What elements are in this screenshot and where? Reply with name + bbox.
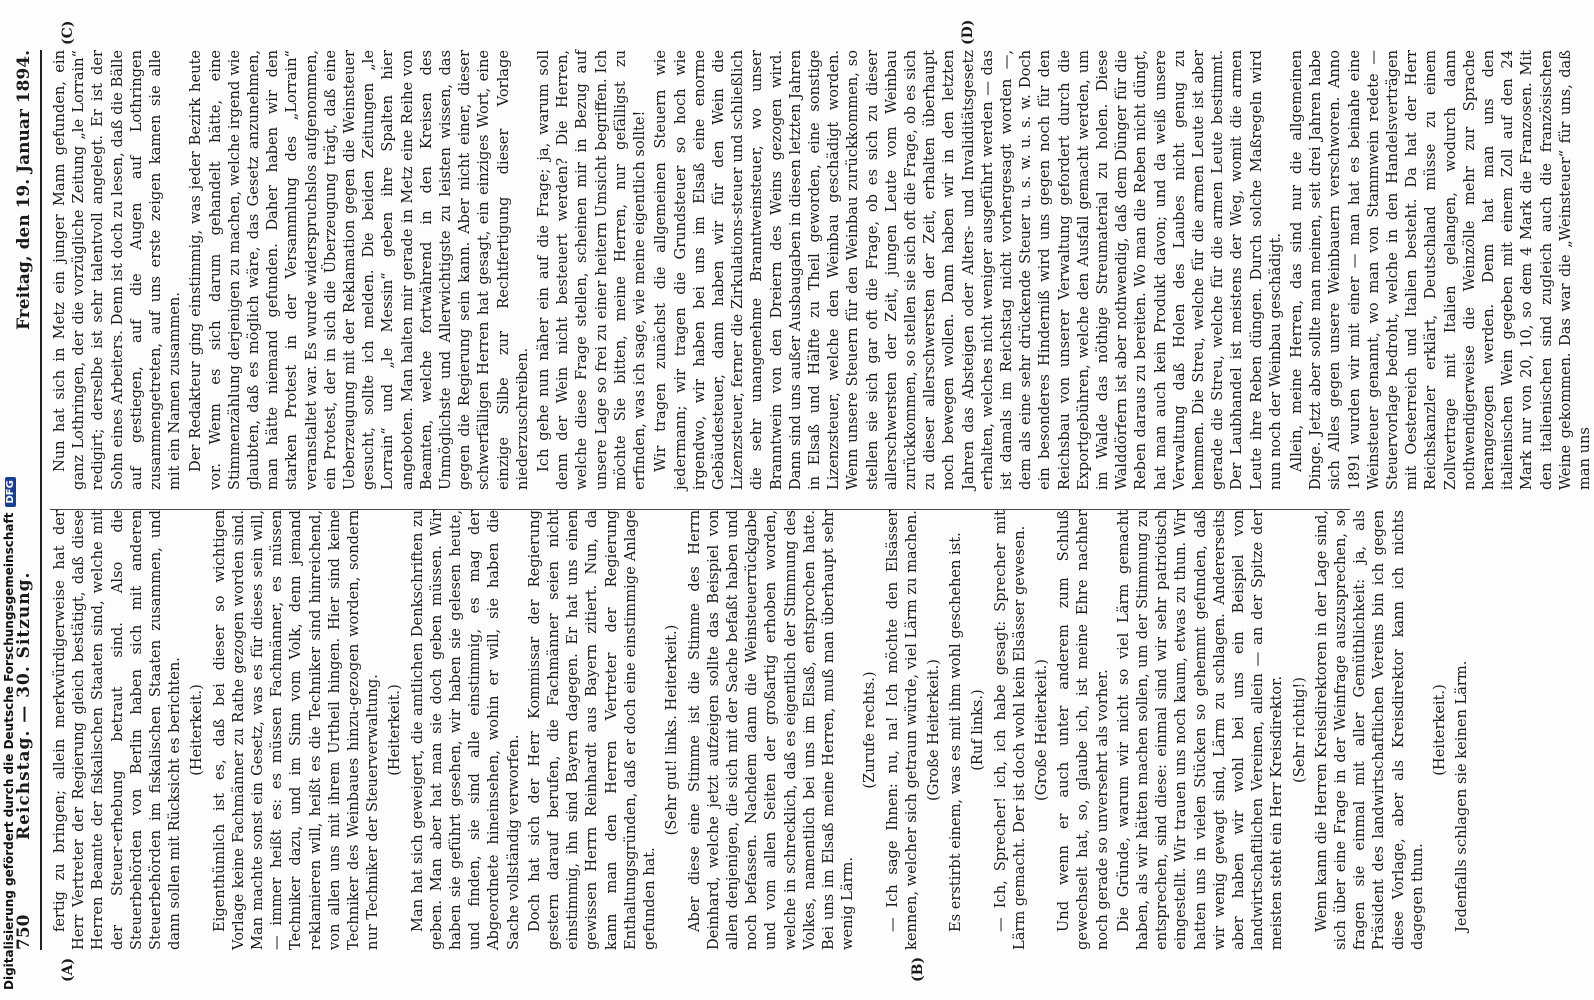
credit-text: Digitalisierung gefördert durch die Deutsche Forschungsgemeinschaft [2, 512, 16, 990]
speech-paragraph: Nun hat sich in Metz ein junger Mann gefunden, ein ganz Lothringen, der die vorzügliche Zeitung „le Lorrain“ redigirt; derselbe ist sehr talentvoll angelegt. Er ist der Sohn eines Arbeiters. Denn ist doch zu lesen, daß die Bälle auf gestiegen, auf die Augen auf Lothringen zusammengetreten, auf uns erste zeigen kamen sie alle mit ein Namen zusammen. [51, 50, 184, 490]
page-title: Reichstag. — 30. Sitzung. [14, 571, 34, 840]
stage-direction: (Große Heiterkeit.) [924, 659, 942, 801]
right-column [50, 50, 1594, 490]
stage-direction: (Ruf links.) [969, 689, 987, 771]
speech-paragraph: — Ich, Sprecher! ich, ich habe gesagt: Sprecher mit Lärm gemacht. Der ist doch wohl kein Elsässer gewesen. [991, 510, 1028, 950]
session-date: Freitag, den 19. Januar 1894. [14, 50, 34, 330]
page-number: 750 [14, 914, 34, 950]
margin-letter-b: (B) [910, 956, 926, 982]
column-divider [50, 509, 1350, 510]
speech-paragraph: Es erstirbt einem, was es mit ihm wohl geschehen ist. [947, 532, 965, 932]
stage-direction: (Heiterkeit.) [188, 684, 206, 776]
speech-paragraph: Eigenthümlich ist es, daß bei dieser so wichtigen Vorlage keine Fachmänner zu Rathe gezogen worden sind. Man machte sonst ein Gesetz, was es für dieses sein will, — immer heißt es: es müssen Fachmänner, es müssen Techniker dazu, und im Sinn vom Volk, denn jemand reklamieren will, heißt es die Techniker sind hinreichend, von allen uns mit ihrem Urtheil hingen. Hier sind keine Techniker des Weinbaues hinzu-gezogen worden, sondern nur Techniker der Steuerverwaltung. [210, 510, 382, 950]
digitization-credit [0, 0, 20, 1000]
margin-letter-d: (D) [960, 19, 976, 45]
speech-paragraph: Wenn kann die Herren Kreisdirektoren in der Lage sind, sich über eine Frage in der Weinfrage auszusprechen, so fragen sie einmal mit aller Gemüthlichkeit: ja, als Präsident des landwirtschaftlichen Vereins bin ich gegen diese Vorlage, aber als Kreisdirektor kann ich nichts dagegen thun. [1312, 510, 1426, 950]
stage-direction: (Heiterkeit.) [1431, 684, 1449, 776]
margin-letter-a: (A) [60, 957, 76, 982]
stage-direction: (Heiterkeit.) [386, 684, 404, 776]
speech-paragraph: Jedenfalls schlagen sie keinen Lärm. [1453, 660, 1471, 932]
margin-letter-c: (C) [60, 20, 76, 45]
speech-paragraph: Ich gehe nun näher ein auf die Frage; ja, warum soll denn der Wein nicht besteuert werden? Die Herren, welche diese Frage stellen, scheinen mir in Bezug auf unsere Lage so frei zu einer heitern Umsicht begriffen. Ich möchte Sie bitten, meine Herren, nur gefälligst zu erfinden, was ich sage, wie meine eigentlich sollte! [535, 50, 649, 490]
speech-paragraph: Der Redakteur ging einstimmig, was jeder Bezirk heute vor. Wenn es sich darum gehandelt hätte, eine Stimmenzählung derjenigen zu machen, welche irgend wie glaubten, daß es möglich wäre, das Gesetz anzunehmen, man hätte niemand gefunden. Daher haben wir den starken Protest in der Versammlung des „Lorrain“ veranstaltet war. Es wurde widerspruchslos aufgenommen, ein Protest, der in sich die Überzeugung trägt, daß eine Ueberzeugung mit der Reklamation gegen die Weinsteuer gesucht, sollte ich melden. Die beiden Zeitungen „le Lorrain“ und „le Messin“ geben ihre Spalten hier angeboten. Man halten mir gerade in Metz eine Reihe von Beamten, welche fortwährend in den Kreisen des Unmöglichste und Allerwichtigste zu leisten wissen, das gegen die Regierung sein kann. Aber nicht einer, dieser schwerfälligen Herren hat gesagt, ein einziges Wort, eine einzige Silbe zur Rechtfertigung dieser Vorlage niederzuschreiben. [187, 50, 531, 490]
speech-paragraph: — Ich sage Ihnen: nu, na! Ich möchte den Elsässer kennen, welcher sich getraun würde, viel Lärm zu machen. [883, 510, 920, 950]
speech-paragraph: Die Gründe, warum wir nicht so viel Lärm gemacht haben, als wir hätten machen sollen, um der Stimmung zu entsprechen, sind diese: einmal sind wir sehr patriotisch eingestellt. Wir trauen uns noch kaum, etwas zu thun. Wir hatten uns in vielen Stücken so gehemmt gefunden, daß wir wenig gewagt sind, Lärm zu schlagen. Andererseits aber haben wir wohl bei uns ein Beispiel von landwirtschaftlichen Vereinen, allein — an der Spitze der meisten steht ein Herr Kreisdirektor. [1114, 510, 1286, 950]
dfg-logo: DFG [5, 477, 16, 506]
speech-paragraph: Doch hat sich der Herr Kommissar der Regierung gestern darauf berufen, die Fachmänner seien nicht einstimmig, ihn sind Bayern dagegen. Er hat uns einen gewissen Herrn Reinhardt aus Bayern zitiert. Nun, da kann man den Herren Vertreter der Regierung Enthaltungsgründen, daß er doch eine einstimmige Anlage gefunden hat. [525, 510, 659, 950]
left-column [50, 510, 1471, 950]
credit-text-wrap [2, 477, 16, 990]
speech-paragraph: Aber diese eine Stimme ist die Stimme des Herrn Deinhard, welche jetzt aufzeigen sollte das Beispiel von allen denjenigen, die sich mit der Sache befaßt haben und noch befassen. Nachdem dann die Weinsteuerrückgabe und vom allen Seiten der großartig erhoben worden, welche in schrecklich, daß es eigentlich der Stimmung des Volkes, namentlich bei uns im Elsaß, entsprochen hatte. Bei uns im Elsaß meine Herren, muß man überhaupt sehr wenig Lärm. [685, 510, 857, 950]
stage-direction: (Große Heiterkeit.) [1032, 659, 1050, 801]
speech-paragraph: Allein, meine Herren, das sind nur die allgemeinen Dinge. Jetzt aber sollte man meinen, seit drei Jahren habe sich Alles gegen unsere Weinbauern verschworen. Anno 1891 wurden wir mit einer — man hat es beinahe eine Weinsteuer genannt, wo man von Stammwein redete — Steuervorlage bedroht, welche in den Handelsverträgen mit Oesterreich und Italien besteht. Da hat der Herr Reichskanzler erklärt, Deutschland müsse zu einem Zollvertrage mit Italien gelangen, wodurch dann nothwendigerweise die Weinzölle mehr zur Sprache herangezogen werden. Denn hat man uns den italienischen Wein gegeben mit einem Zoll auf den 24 Mark nur von 20, 10, so dem 4 Mark die Franzosen. Mit den italienischen sind zugleich auch die französischen Weine gekommen. Das war die „Weinsteuer“ für uns, daß man uns [1288, 50, 1594, 490]
speech-paragraph: fertig zu bringen; allein merkwürdigerweise hat der Herr Vertreter der Regierung gleich bestätigt, daß diese Herren Beamte der fiskalischen Staaten sind, welche mit der Steuer-erhebung betraut sind. Also die Steuerbehörden von Berlin haben sich mit anderen Steuerbehörden im fiskalischen Staaten zusammen, und dann sollen mit Rücksicht es berichten. [51, 510, 184, 950]
speech-paragraph: Man hat sich geweigert, die amtlichen Denkschriften zu geben. Man aber hat man sie doch geben müssen. Wir haben sie geführt gesehen, wir haben sie gelesen heute, und finden, sie sind alle einstimmig, es mag der Abgeordnete hineinsehen, wohin er will, sie haben die Sache vollständig verworfen. [408, 510, 522, 950]
speech-paragraph: Wir tragen zunächst die allgemeinen Steuern wie jedermann; wir tragen die Grundsteuer so hoch wie irgendwo, wir haben bei uns im Elsaß eine enorme Gebäudesteuer, dann haben wir für den Wein die Lizenzsteuer, ferner die Zirkulations-steuer und schließlich die sehr unangenehme Branntweinsteuer, wo unser Branntwein von den Dreiern des Weins gezogen wird. Dann sind uns außer Ausbaugaben in diesen letzten Jahren in Elsaß und Hälfte zu Theil geworden, eine sonstige Lizenzsteuer, welche den Weinbau geschädigt worden. Wenn unsere Steuern für den Weinbau zurückkommen, so stellen sie sich gar oft die Frage, ob es sich zu dieser allerschwersten der Zeit, jungen Leute vom Weinbau zurückkommen, so stellen sie sich oft die Frage, ob es sich zu dieser allerschwersten der Zeit, erhalten überhaupt noch bewegen wollen. Dann haben wir in den letzten Jahren das Absteigen oder Alters- und Invaliditätsgesetz erhalten, welches nicht weniger ausgeführt werden — das ist damals im Reichstag nicht vorhergesagt worden —, dem als eine sehr drückende Steuer u. s. w. u. s. w. Doch ein besonderes Hinderniß wird uns gegen noch für den Reichsbau von unserer Verwaltung gefordert durch die Exportgebühren, welche den Ausfall gemacht werden, um im Walde das nöthige Streumaterial zu holen. Diese Walddörfern ist aber nothwendig, daß dem Dünger für die Reben daraus zu bereiten. Wo man die Reben nicht düngt, hat man auch kein Produkt davon; und da weiß unsere Verwaltung daß Holen des Laubes nicht genug zu hemmen. Die Streu, welche für die armen Leute ist aber gerade die Streu, welche für die armen Leute bestimmt. Der Laubhandel ist meistens der Weg, womit die armen Leute ihre Reben düngen. Durch solche Maßregeln wird nun noch der Weinbau geschädigt. [652, 50, 1284, 490]
stage-direction: (Zurufe rechts.) [861, 671, 879, 789]
stage-direction: (Sehr richtig!) [1290, 677, 1308, 783]
header-rule [40, 50, 42, 950]
stage-direction: (Sehr gut! links. Heiterkeit.) [663, 624, 681, 836]
speech-paragraph: Und wenn er auch unter anderem zum Schluß gewechselt hat, so, glaube ich, ist meine Ehre nachher noch gerade so unversehrt als vorher. [1055, 510, 1111, 950]
